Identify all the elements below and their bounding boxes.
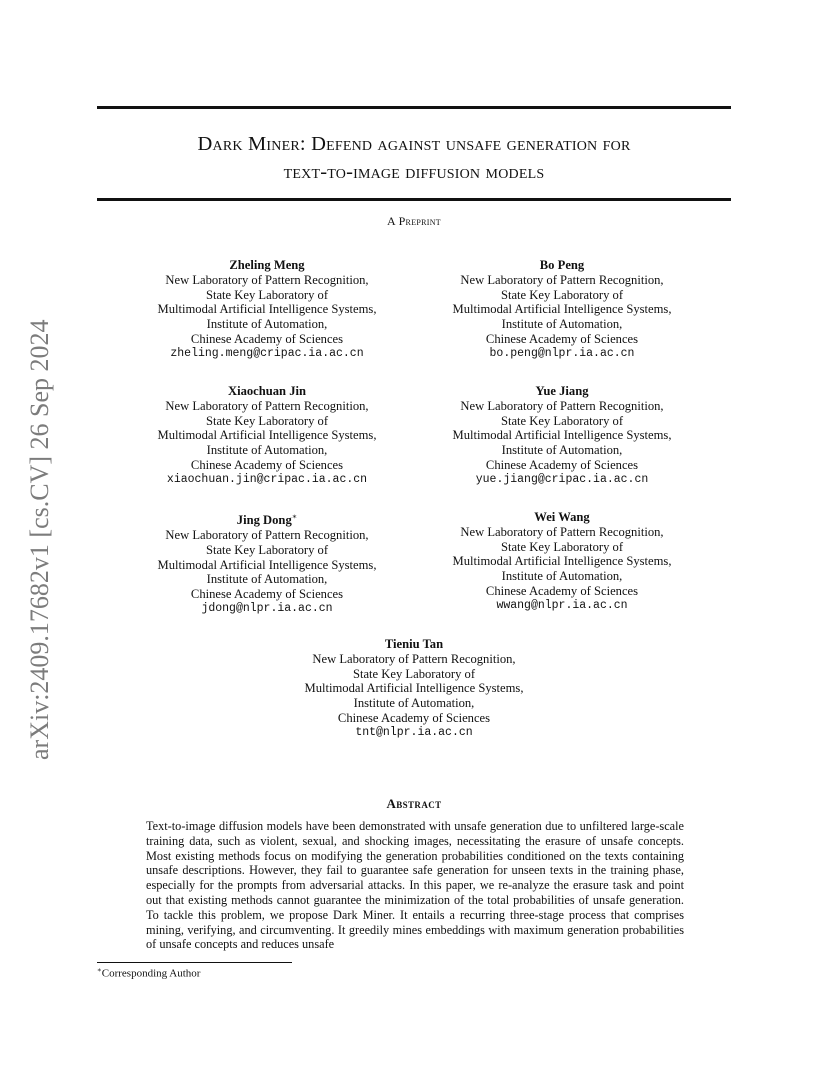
affiliation-line: Institute of Automation, <box>206 572 328 587</box>
affiliation-line: Multimodal Artificial Intelligence Systems, <box>157 302 377 317</box>
affiliation-line: New Laboratory of Pattern Recognition, <box>312 651 516 666</box>
affiliation-line: Chinese Academy of Sciences <box>337 710 491 725</box>
affiliation-line: New Laboratory of Pattern Recognition, <box>460 272 664 287</box>
affiliation-line: Chinese Academy of Sciences <box>485 583 639 598</box>
author-block <box>140 510 394 617</box>
affiliation-line: Multimodal Artificial Intelligence Systems, <box>304 681 524 696</box>
affiliation-line: State Key Laboratory of <box>205 287 329 302</box>
affiliation-line: New Laboratory of Pattern Recognition, <box>165 398 369 413</box>
title-line-2: text-to-image diffusion models <box>283 161 545 183</box>
title-bottom-rule <box>97 198 731 201</box>
affiliation-line: New Laboratory of Pattern Recognition, <box>165 527 369 542</box>
affiliation-line: State Key Laboratory of <box>205 413 329 428</box>
author-name-text: Jing Dong <box>236 513 292 528</box>
footnote <box>97 963 200 981</box>
footnote-mark: ∗ <box>97 966 102 974</box>
affiliation-line: State Key Laboratory of <box>500 413 624 428</box>
affiliation-line: New Laboratory of Pattern Recognition, <box>460 524 664 539</box>
author-block <box>435 384 689 488</box>
arxiv-identifier-stamp: arXiv:2409.17682v1 [cs.CV] 26 Sep 2024 <box>25 319 54 760</box>
author-email[interactable]: tnt@nlpr.ia.ac.cn <box>355 725 473 739</box>
affiliation-line: Chinese Academy of Sciences <box>190 457 344 472</box>
author-name: Wei Wang <box>534 510 590 524</box>
paper-title <box>97 130 731 186</box>
affiliation-line: Chinese Academy of Sciences <box>190 331 344 346</box>
author-email[interactable]: zheling.meng@cripac.ia.ac.cn <box>170 346 364 360</box>
author-block <box>140 384 394 488</box>
affiliation-line: Chinese Academy of Sciences <box>190 587 344 602</box>
title-line-1: Dark Miner: Defend against unsafe generation for <box>197 133 631 155</box>
affiliation-line: Institute of Automation, <box>501 317 623 332</box>
author-name: Yue Jiang <box>535 384 589 398</box>
author-email[interactable]: bo.peng@nlpr.ia.ac.cn <box>489 346 635 360</box>
affiliation-line: Institute of Automation, <box>206 317 328 332</box>
preprint-label: A Preprint <box>386 214 441 228</box>
author-name <box>140 510 394 528</box>
affiliation-line: New Laboratory of Pattern Recognition, <box>460 398 664 413</box>
author-name: Xiaochuan Jin <box>227 384 307 398</box>
affiliation-line: Institute of Automation, <box>501 569 623 584</box>
author-email[interactable]: wwang@nlpr.ia.ac.cn <box>496 598 628 612</box>
author-email[interactable]: xiaochuan.jin@cripac.ia.ac.cn <box>166 472 368 486</box>
affiliation-line: State Key Laboratory of <box>500 539 624 554</box>
affiliation-line: Multimodal Artificial Intelligence Systems, <box>157 557 377 572</box>
affiliation-line: Chinese Academy of Sciences <box>485 331 639 346</box>
author-name: Zheling Meng <box>229 258 305 272</box>
title-top-rule <box>97 106 731 109</box>
affiliation-line: Institute of Automation, <box>501 443 623 458</box>
author-block <box>287 637 541 741</box>
author-name: Bo Peng <box>539 258 585 272</box>
affiliation-line: Multimodal Artificial Intelligence Systems, <box>452 302 672 317</box>
corresponding-author-mark: ∗ <box>291 512 298 521</box>
affiliation-line: Chinese Academy of Sciences <box>485 457 639 472</box>
affiliation-line: Multimodal Artificial Intelligence Systems, <box>452 428 672 443</box>
affiliation-line: Institute of Automation, <box>206 443 328 458</box>
affiliation-line: State Key Laboratory of <box>500 287 624 302</box>
affiliation-line: Institute of Automation, <box>353 696 475 711</box>
abstract-heading: Abstract <box>386 796 442 811</box>
author-block <box>140 258 394 362</box>
footnote-text: Corresponding Author <box>101 967 201 980</box>
affiliation-line: Multimodal Artificial Intelligence Systems, <box>452 554 672 569</box>
affiliation-line: New Laboratory of Pattern Recognition, <box>165 272 369 287</box>
author-name: Tieniu Tan <box>384 637 444 651</box>
affiliation-line: State Key Laboratory of <box>205 542 329 557</box>
affiliation-line: State Key Laboratory of <box>352 666 476 681</box>
author-block <box>435 510 689 614</box>
affiliation-line: Multimodal Artificial Intelligence Systems, <box>157 428 377 443</box>
author-block <box>435 258 689 362</box>
author-email[interactable]: yue.jiang@cripac.ia.ac.cn <box>475 472 649 486</box>
abstract-body: Text-to-image diffusion models have been demonstrated with unsafe generation due to unfiltered large-scale training data, such as violent, sexual, and shocking images, necessitating the erasure of unsafe concepts. Most existing methods focus on modifying the generation probabilities conditioned on the texts containing unsafe descriptions. However, they fail to guarantee safe generation for unseen texts in the training phase, especially for the prompts from adversarial attacks. In this paper, we re-analyze the erasure task and point out that existing methods cannot guarantee the minimization of the total probabilities of unsafe generation. To tackle this problem, we propose Dark Miner. It entails a recurring three-stage process that comprises mining, verifying, and circumventing. It greedily mines embeddings with maximum generation probabilities of unsafe concepts and reduces unsafe <box>146 819 684 952</box>
author-email[interactable]: jdong@nlpr.ia.ac.cn <box>201 601 333 615</box>
